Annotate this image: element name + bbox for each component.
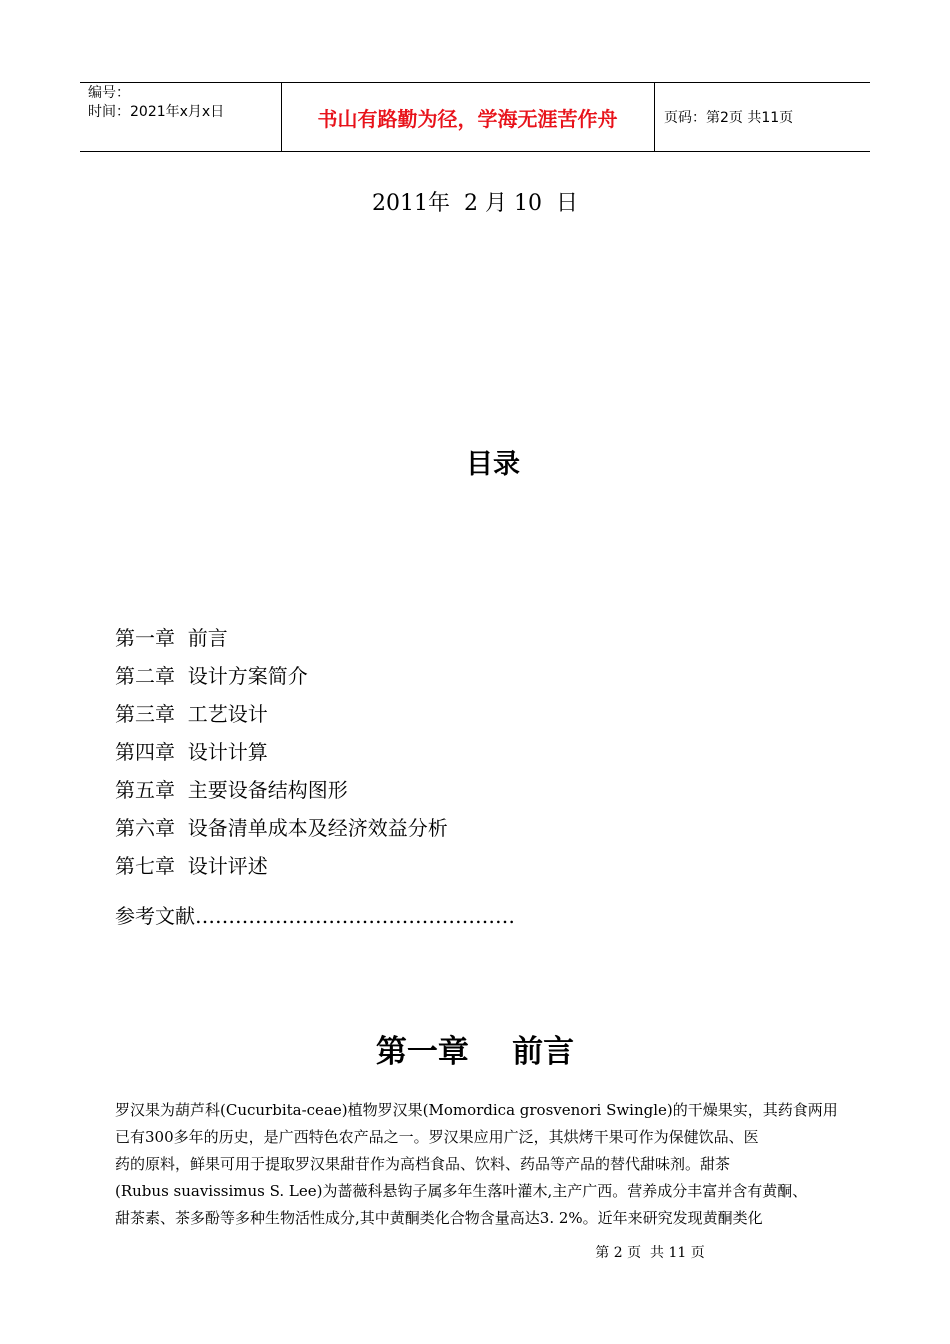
page-footer: 第 2 页 共 11 页 xyxy=(595,1245,705,1261)
chapter-title: 第一章 前言 xyxy=(375,1034,575,1070)
document-number-label: 编号： xyxy=(88,85,130,101)
body-line: (Rubus suavissimus S. Lee)为蔷薇科悬钩子属多年生落叶灌木,主产广西。营养成分丰富并含有黄酮、 xyxy=(115,1182,808,1200)
toc-item-chapter-4: 第四章 设计计算 xyxy=(115,740,268,764)
toc-item-chapter-5: 第五章 主要设备结构图形 xyxy=(115,778,348,802)
document-time-label: 时间：2021年x月x日 xyxy=(88,104,225,120)
toc-item-chapter-1: 第一章 前言 xyxy=(115,626,228,650)
header-info-cell xyxy=(80,83,282,151)
toc-title: 目录 xyxy=(466,449,520,480)
header-motto-cell xyxy=(281,83,655,151)
body-line: 罗汉果为葫芦科(Cucurbita-ceae)植物罗汉果(Momordica grosvenori Swingle)的干燥果实，其药食两用 xyxy=(115,1101,838,1119)
header-page-cell xyxy=(655,83,870,151)
document-date: 2011年 2 月 10 日 xyxy=(372,191,578,216)
body-line: 药的原料，鲜果可用于提取罗汉果甜苷作为高档食品、饮料、药品等产品的替代甜味剂。甜茶 xyxy=(115,1155,731,1173)
body-line: 甜茶素、茶多酚等多种生物活性成分,其中黄酮类化合物含量高达3. 2%。近年来研究发现黄酮类化 xyxy=(115,1209,763,1227)
toc-list xyxy=(115,622,448,888)
toc-item-references: 参考文献………………………………………… xyxy=(115,904,515,928)
header-table xyxy=(80,82,870,152)
chapter-body xyxy=(115,1097,851,1232)
toc-item-chapter-6: 第六章 设备清单成本及经济效益分析 xyxy=(115,816,448,840)
header-motto: 书山有路勤为径，学海无涯苦作舟 xyxy=(317,106,618,131)
toc-item-chapter-2: 第二章 设计方案简介 xyxy=(115,664,308,688)
toc-item-chapter-7: 第七章 设计评述 xyxy=(115,854,268,878)
toc-item-chapter-3: 第三章 工艺设计 xyxy=(115,702,268,726)
header-page-info: 页码：第2页 共11页 xyxy=(664,110,794,126)
body-line: 已有300多年的历史，是广西特色农产品之一。罗汉果应用广泛，其烘烤干果可作为保健饮品、医 xyxy=(115,1128,759,1146)
